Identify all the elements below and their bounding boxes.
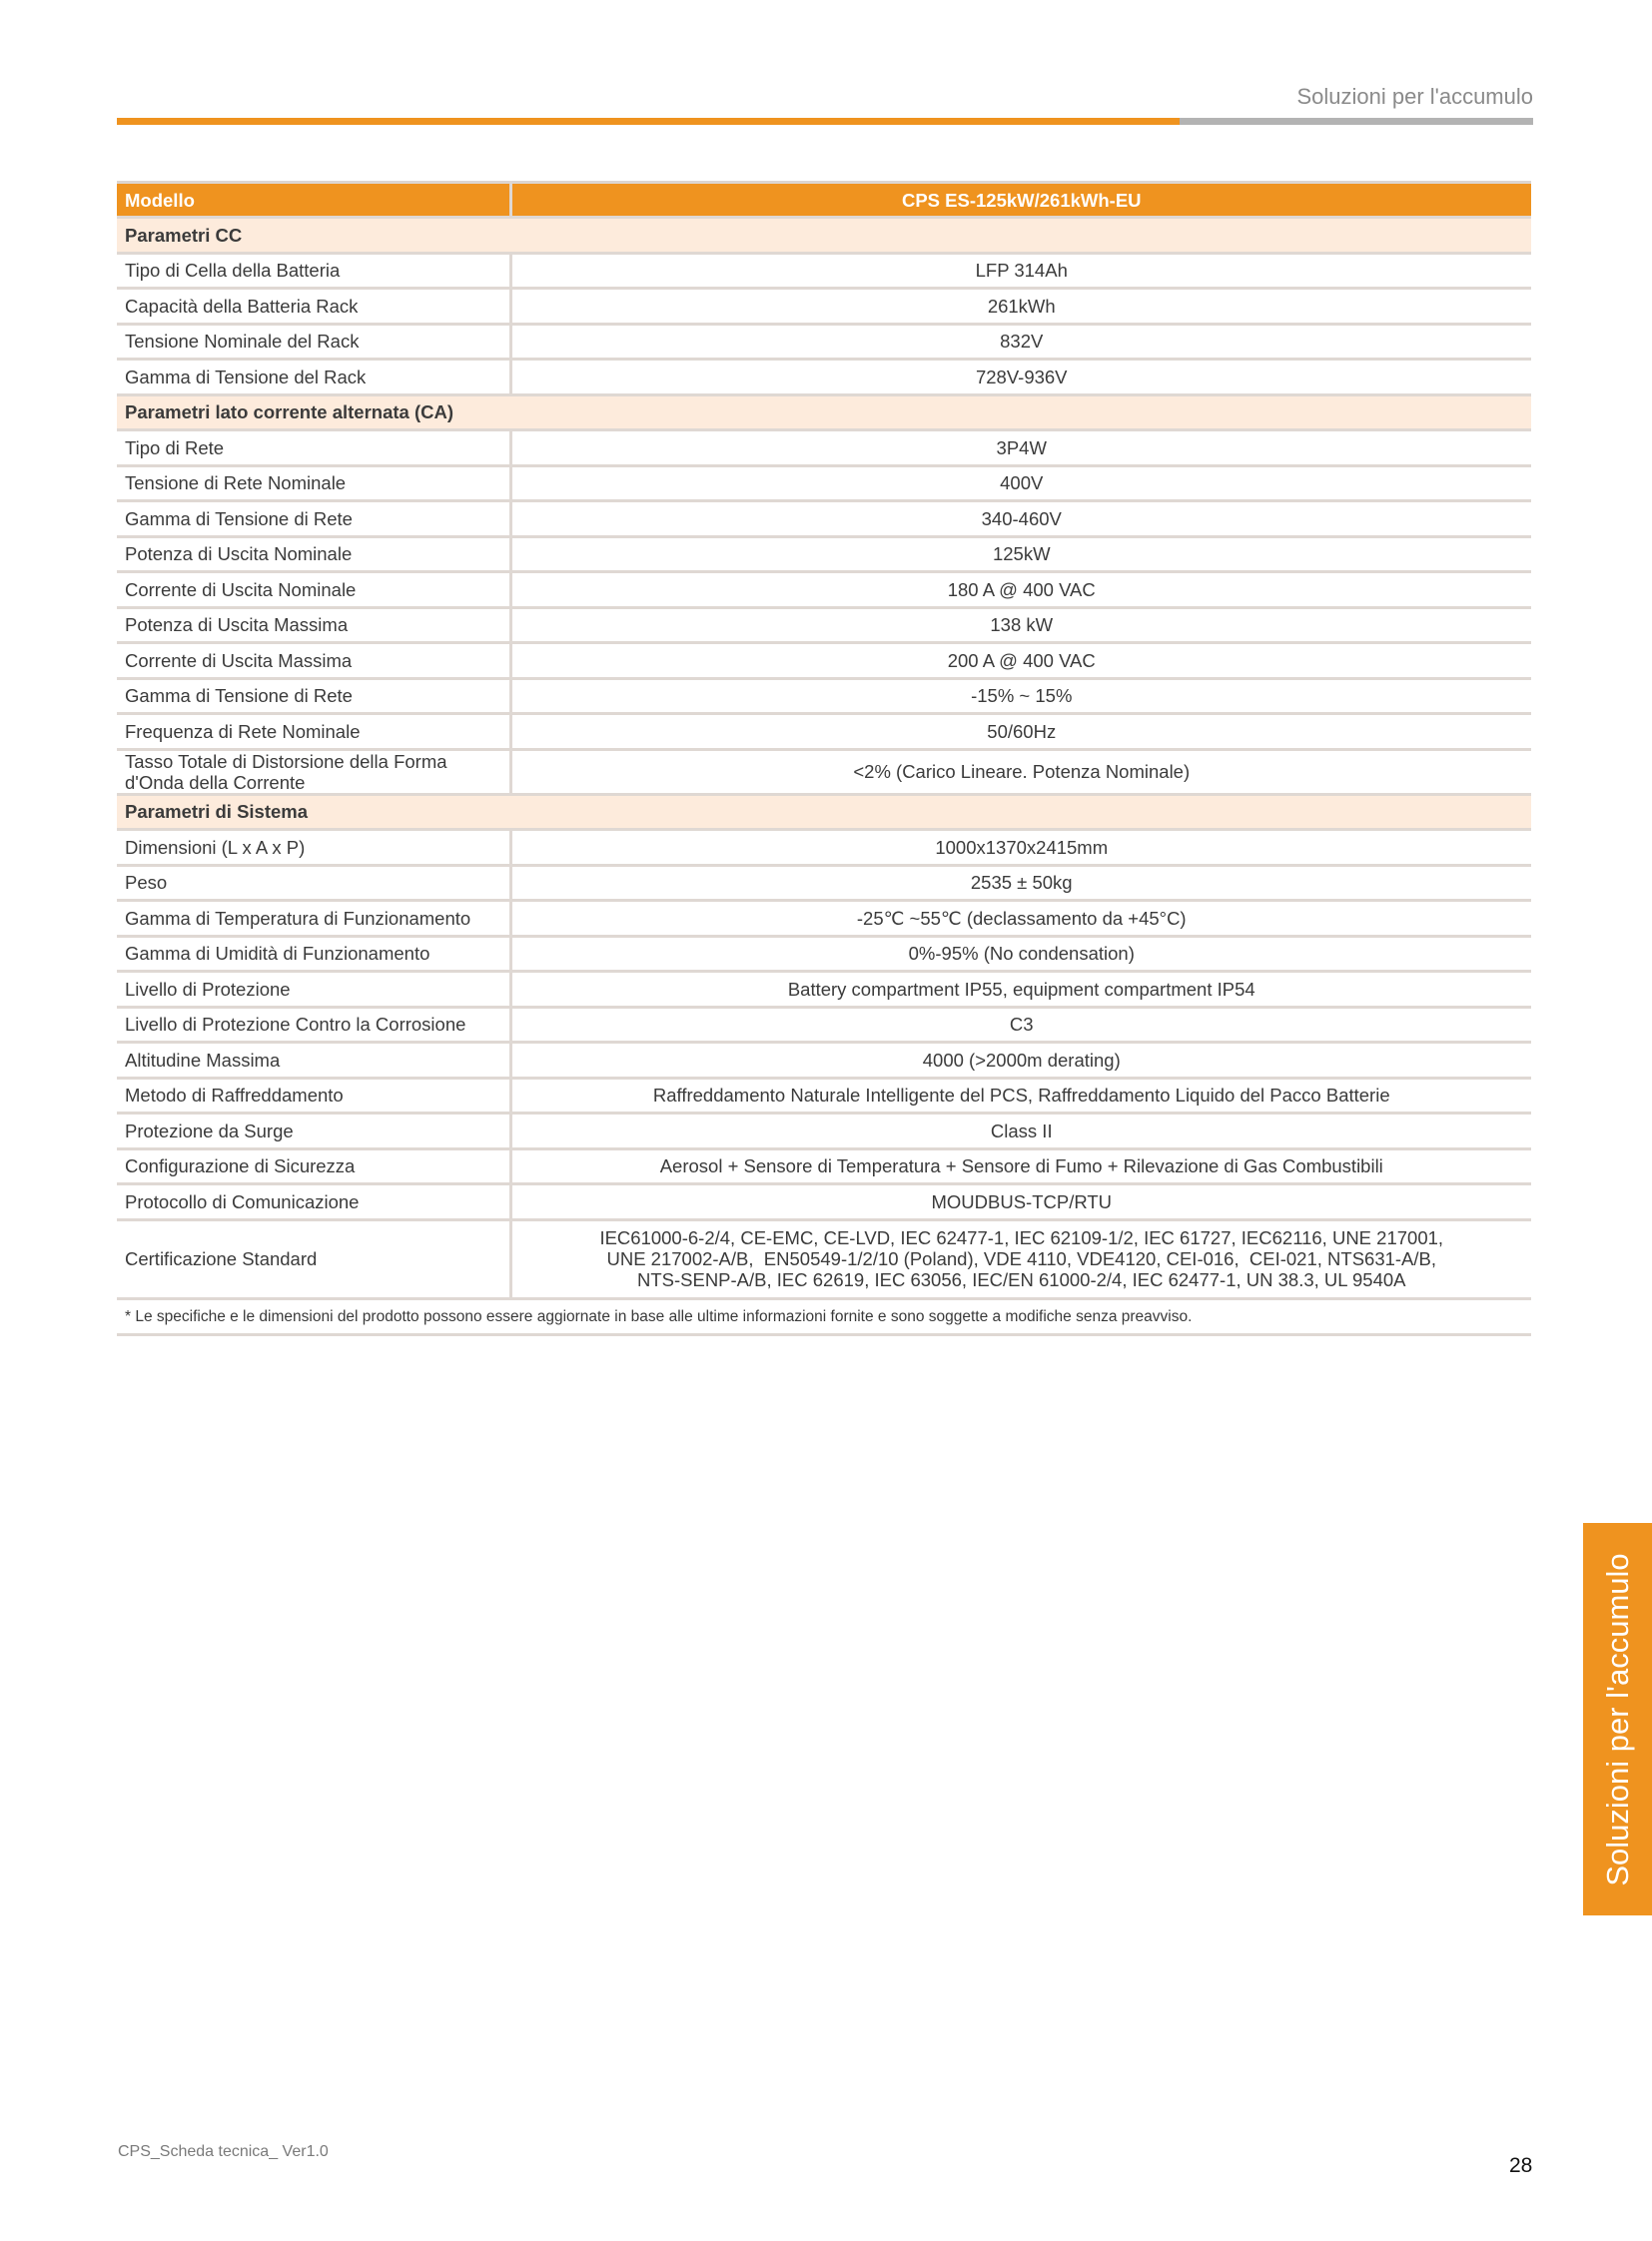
row-value: 340-460V xyxy=(510,501,1531,537)
table-row xyxy=(117,465,1531,501)
footer-page-number: 28 xyxy=(1509,2154,1533,2177)
row-value: 200 A @ 400 VAC xyxy=(510,643,1531,679)
row-value: 125kW xyxy=(510,536,1531,572)
table-row xyxy=(117,1148,1531,1184)
row-value: <2% (Carico Lineare. Potenza Nominale) xyxy=(510,749,1531,794)
row-label: Livello di Protezione Contro la Corrosione xyxy=(117,1007,510,1043)
row-label: Tasso Totale di Distorsione della Forma d'Onda della Corrente xyxy=(117,749,510,794)
table-row xyxy=(117,430,1531,466)
header-title: Soluzioni per l'accumulo xyxy=(1296,84,1533,109)
side-tab-label: Soluzioni per l'accumulo xyxy=(1599,1552,1635,1886)
row-label: Tipo di Cella della Batteria xyxy=(117,253,510,289)
table-row xyxy=(117,830,1531,866)
row-value: 728V-936V xyxy=(510,360,1531,395)
row-label: Corrente di Uscita Nominale xyxy=(117,572,510,608)
row-label: Gamma di Tensione di Rete xyxy=(117,678,510,714)
row-label: Metodo di Raffreddamento xyxy=(117,1078,510,1114)
table-row xyxy=(117,572,1531,608)
row-label: Tensione Nominale del Rack xyxy=(117,324,510,360)
table-row xyxy=(117,360,1531,395)
row-value: LFP 314Ah xyxy=(510,253,1531,289)
row-value: Raffreddamento Naturale Intelligente del PCS, Raffreddamento Liquido del Pacco Batterie xyxy=(510,1078,1531,1114)
row-value: 180 A @ 400 VAC xyxy=(510,572,1531,608)
row-label: Corrente di Uscita Massima xyxy=(117,643,510,679)
row-value: 2535 ± 50kg xyxy=(510,865,1531,901)
table-row xyxy=(117,253,1531,289)
table-row xyxy=(117,865,1531,901)
row-value: 0%-95% (No condensation) xyxy=(510,936,1531,972)
row-label: Tipo di Rete xyxy=(117,430,510,466)
row-value: Aerosol + Sensore di Temperatura + Sensore di Fumo + Rilevazione di Gas Combustibili xyxy=(510,1148,1531,1184)
row-label: Potenza di Uscita Massima xyxy=(117,607,510,643)
table-row xyxy=(117,1007,1531,1043)
table-row xyxy=(117,1078,1531,1114)
certification-value xyxy=(510,1219,1531,1298)
section-title: Parametri di Sistema xyxy=(117,794,1531,830)
row-label: Frequenza di Rete Nominale xyxy=(117,714,510,750)
row-label: Altitudine Massima xyxy=(117,1043,510,1079)
side-section-tab xyxy=(1583,1523,1652,1915)
table-row xyxy=(117,1184,1531,1220)
certification-label: Certificazione Standard xyxy=(117,1219,510,1298)
row-label: Tensione di Rete Nominale xyxy=(117,465,510,501)
row-value: 400V xyxy=(510,465,1531,501)
table-row xyxy=(117,972,1531,1008)
section-header-row xyxy=(117,794,1531,830)
row-value: -25℃ ~55℃ (declassamento da +45°C) xyxy=(510,901,1531,937)
spec-table xyxy=(117,181,1531,1336)
table-row xyxy=(117,678,1531,714)
certification-line: NTS-SENP-A/B, IEC 62619, IEC 63056, IEC/EN 61000-2/4, IEC 62477-1, UN 38.3, UL 9540A xyxy=(636,1269,1406,1290)
section-header-row xyxy=(117,394,1531,430)
row-label: Configurazione di Sicurezza xyxy=(117,1148,510,1184)
table-row xyxy=(117,1114,1531,1149)
table-row xyxy=(117,714,1531,750)
row-label: Peso xyxy=(117,865,510,901)
table-row xyxy=(117,501,1531,537)
row-value: 3P4W xyxy=(510,430,1531,466)
table-row xyxy=(117,289,1531,325)
row-value: C3 xyxy=(510,1007,1531,1043)
table-row xyxy=(117,607,1531,643)
row-value: 1000x1370x2415mm xyxy=(510,830,1531,866)
footnote-row xyxy=(117,1298,1531,1334)
row-label: Protezione da Surge xyxy=(117,1114,510,1149)
row-label: Capacità della Batteria Rack xyxy=(117,289,510,325)
table-header-row xyxy=(117,183,1531,218)
row-value: Class II xyxy=(510,1114,1531,1149)
row-label: Gamma di Tensione del Rack xyxy=(117,360,510,395)
row-label: Protocollo di Comunicazione xyxy=(117,1184,510,1220)
footnote-text: * Le specifiche e le dimensioni del prodotto possono essere aggiornate in base alle ultime informazioni fornite e sono soggette a modifiche senza preavviso. xyxy=(117,1298,1531,1334)
table-row xyxy=(117,643,1531,679)
table-row xyxy=(117,749,1531,794)
table-row xyxy=(117,901,1531,937)
row-value: -15% ~ 15% xyxy=(510,678,1531,714)
row-label: Gamma di Tensione di Rete xyxy=(117,501,510,537)
certification-line: IEC61000-6-2/4, CE-EMC, CE-LVD, IEC 62477-1, IEC 62109-1/2, IEC 61727, IEC62116, UNE 217001, xyxy=(599,1227,1444,1248)
row-label: Gamma di Temperatura di Funzionamento xyxy=(117,901,510,937)
header-progress-fill xyxy=(117,118,1180,125)
certification-row xyxy=(117,1219,1531,1298)
row-value: MOUDBUS-TCP/RTU xyxy=(510,1184,1531,1220)
row-value: 261kWh xyxy=(510,289,1531,325)
table-row xyxy=(117,1043,1531,1079)
row-label: Livello di Protezione xyxy=(117,972,510,1008)
row-label: Potenza di Uscita Nominale xyxy=(117,536,510,572)
footer-doc-version: CPS_Scheda tecnica_ Ver1.0 xyxy=(118,2143,329,2160)
model-value: CPS ES-125kW/261kWh-EU xyxy=(510,183,1531,218)
model-label: Modello xyxy=(117,183,510,218)
header-progress-bar xyxy=(117,118,1533,125)
section-title: Parametri CC xyxy=(117,218,1531,254)
table-row xyxy=(117,536,1531,572)
row-value: 832V xyxy=(510,324,1531,360)
row-value: 50/60Hz xyxy=(510,714,1531,750)
row-value: Battery compartment IP55, equipment compartment IP54 xyxy=(510,972,1531,1008)
certification-line: UNE 217002-A/B, EN50549-1/2/10 (Poland), VDE 4110, VDE4120, CEI-016, CEI-021, NTS631-A/B, xyxy=(606,1248,1437,1269)
section-header-row xyxy=(117,218,1531,254)
table-row xyxy=(117,324,1531,360)
row-label: Dimensioni (L x A x P) xyxy=(117,830,510,866)
row-value: 4000 (>2000m derating) xyxy=(510,1043,1531,1079)
table-row xyxy=(117,936,1531,972)
section-title: Parametri lato corrente alternata (CA) xyxy=(117,394,1531,430)
row-value: 138 kW xyxy=(510,607,1531,643)
row-label: Gamma di Umidità di Funzionamento xyxy=(117,936,510,972)
